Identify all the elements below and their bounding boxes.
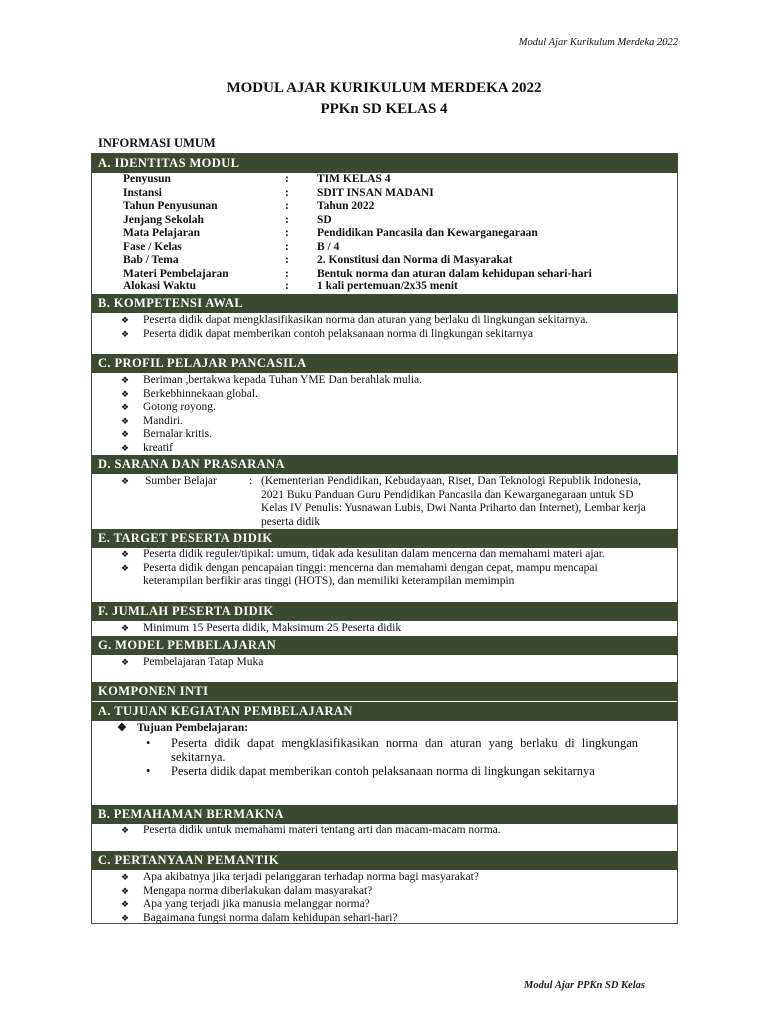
target-peserta-heading: E. TARGET PESERTA DIDIK (91, 529, 678, 548)
pertanyaan-pemantik-list (91, 871, 678, 925)
identity-colon: : (285, 186, 289, 199)
bullet-icon: ❖ (121, 657, 130, 667)
identity-key: Penyusun (123, 173, 171, 185)
bullet-icon: ❖ (121, 415, 130, 426)
identity-value: 1 kali pertemuan/2x35 menit (317, 280, 458, 292)
bullet-icon: ❖ (121, 885, 130, 896)
title-line-2: PPKn SD KELAS 4 (320, 101, 448, 117)
identity-key: Materi Pembelajaran (123, 267, 229, 280)
bullet-icon: ❖ (121, 825, 130, 835)
list-item: ❖ Peserta didik dapat memberikan contoh pelaksanaan norma di lingkungan sekitarnya (121, 327, 533, 340)
dot-icon: • (146, 763, 151, 778)
bullet-icon: ❖ (121, 623, 130, 633)
pertanyaan-pemantik-heading: C. PERTANYAAN PEMANTIK (91, 851, 678, 870)
pemahaman-bermakna-heading: B. PEMAHAMAN BERMAKNA (91, 805, 678, 824)
jumlah-peserta-heading: F. JUMLAH PESERTA DIDIK (91, 602, 678, 621)
list-item: ❖ Mengapa norma diberlakukan dalam masyarakat? (121, 884, 373, 897)
list-item: ❖ Peserta didik reguler/tipikal: umum, tidak ada kesulitan dalam mencerna dan memahami materi ajar. (121, 548, 605, 560)
identity-colon: : (285, 213, 289, 226)
bullet-icon: ❖ (121, 562, 130, 573)
list-item: ❖ Peserta didik dengan pencapaian tinggi: mencerna dan memahami dengan cepat, mampu mencapai keterampilan berfikir aras tinggi (HOTS), dan memiliki keterampilan memimpin (121, 561, 598, 587)
list-item: ❖ Apa akibatnya jika terjadi pelanggaran terhadap norma bagi masyarakat? (121, 871, 479, 883)
identity-colon: : (285, 240, 289, 253)
sumber-belajar-value: (Kementerian Pendidikan, Kebudayaan, Riset, Dan Teknologi Republik Indonesia, 2021 Buku Panduan Guru Pendidikan Pancasila dan Kewarganegaraan untuk SD Kelas IV Penulis: Yusnawan Lubis, Dwi Nanta Priharto dan Internet), Lembar kerja peserta didik (261, 475, 646, 528)
list-item: ❖ Bernalar kritis. (121, 428, 212, 440)
list-item: ❖ Minimum 15 Peserta didik, Maksimum 25 Peserta didik (121, 622, 402, 634)
list-item: ❖ Bagaimana fungsi norma dalam kehidupan sehari-hari? (121, 911, 398, 924)
running-header: Modul Ajar Kurikulum Merdeka 2022 (518, 37, 678, 48)
kompetensi-awal-list (91, 314, 678, 341)
bullet-icon: ❖ (121, 429, 130, 439)
list-item: ❖ Peserta didik dapat mengklasifikasikan norma dan aturan yang berlaku di lingkungan sekitarnya. (121, 314, 589, 326)
komponen-inti-heading: KOMPONEN INTI (91, 682, 678, 701)
identity-colon: : (285, 254, 289, 266)
kompetensi-awal-heading: B. KOMPETENSI AWAL (91, 294, 678, 313)
profil-pelajar-list (91, 374, 678, 455)
bullet-icon: ❖ (121, 315, 130, 325)
identity-key: Tahun Penyusunan (123, 200, 218, 212)
identity-key: Bab / Tema (123, 254, 179, 266)
bullet-icon: ❖ (121, 328, 130, 339)
identity-value: Bentuk norma dan aturan dalam kehidupan sehari-hari (317, 267, 592, 280)
model-pembelajaran-heading: G. MODEL PEMBELAJARAN (91, 636, 678, 655)
tujuan-kegiatan-heading: A. TUJUAN KEGIATAN PEMBELAJARAN (91, 702, 678, 721)
jumlah-peserta-list (91, 622, 678, 636)
sarana-prasarana-body (91, 475, 678, 529)
identity-value: TIM KELAS 4 (317, 173, 391, 185)
bullet-icon: ❖ (121, 375, 130, 385)
bullet-icon: ❖ (121, 402, 130, 412)
identity-value: SDIT INSAN MADANI (317, 186, 434, 199)
list-item: ❖ Berkebhinnekaan global. (121, 387, 258, 400)
identity-key: Alokasi Waktu (123, 280, 196, 292)
identity-colon: : (285, 200, 289, 212)
bullet-icon: ❖ (121, 899, 130, 909)
list-item: ❖ Pembelajaran Tatap Muka (121, 656, 264, 668)
bullet-icon: ❖ (121, 872, 130, 882)
sarana-prasarana-heading: D. SARANA DAN PRASARANA (91, 455, 678, 474)
identity-value: SD (317, 213, 332, 226)
profil-pelajar-heading: C. PROFIL PELAJAR PANCASILA (91, 354, 678, 373)
identity-colon: : (285, 280, 289, 292)
sumber-belajar-row (91, 475, 678, 529)
identity-key: Fase / Kelas (123, 240, 182, 253)
sumber-belajar-label: Sumber Belajar (145, 475, 217, 487)
list-item: ❖ Peserta didik untuk memahami materi tentang arti dan macam-macam norma. (121, 824, 501, 836)
bullet-icon: ❖ (121, 388, 130, 399)
identity-key: Instansi (123, 186, 162, 199)
title-line-1: MODUL AJAR KURIKULUM MERDEKA 2022 (226, 80, 542, 96)
running-footer: Modul Ajar PPKn SD Kelas (524, 980, 645, 991)
sumber-belajar-colon: : (249, 475, 253, 487)
identity-key: Jenjang Sekolah (123, 213, 204, 226)
tujuan-subheading: ❖ Tujuan Pembelajaran: (117, 722, 249, 734)
document-title (0, 78, 768, 120)
list-item: ❖ kreatif (121, 441, 174, 454)
informasi-umum-heading: INFORMASI UMUM (91, 134, 678, 154)
identity-value: B / 4 (317, 240, 340, 253)
identity-value: Pendidikan Pancasila dan Kewarganegaraan (317, 227, 538, 239)
list-item: ❖ Gotong royong. (121, 401, 216, 413)
identitas-modul-heading: A. IDENTITAS MODUL (91, 154, 678, 173)
list-item: ❖ Beriman ,bertakwa kepada Tuhan YME Dan berahlak mulia. (121, 374, 423, 386)
list-item: • Peserta didik dapat memberikan contoh pelaksanaan norma di lingkungan sekitarnya (146, 763, 595, 778)
identity-value: 2. Konstitusi dan Norma di Masyarakat (317, 254, 513, 266)
list-item: ❖ Apa yang terjadi jika manusia melanggar norma? (121, 898, 370, 910)
list-item: ❖ Mandiri. (121, 414, 183, 427)
pemahaman-bermakna-list (91, 824, 678, 838)
identity-value: Tahun 2022 (317, 200, 375, 212)
bullet-icon: ❖ (121, 549, 130, 559)
identity-key: Mata Pelajaran (123, 227, 200, 239)
bullet-icon: ❖ (121, 912, 130, 923)
target-peserta-list (91, 548, 678, 589)
identity-colon: : (285, 267, 289, 280)
dot-icon: • (146, 735, 151, 750)
bullet-icon: ❖ (117, 722, 127, 734)
identity-colon: : (285, 173, 289, 185)
list-item: • Peserta didik dapat mengklasifikasikan norma dan aturan yang berlaku di lingkungan sekitarnya. (146, 735, 638, 764)
bullet-icon: ❖ (121, 442, 130, 453)
bullet-icon: ❖ (121, 476, 130, 486)
model-pembelajaran-list (91, 656, 678, 670)
identity-colon: : (285, 227, 289, 239)
tujuan-kegiatan-body (91, 722, 678, 778)
